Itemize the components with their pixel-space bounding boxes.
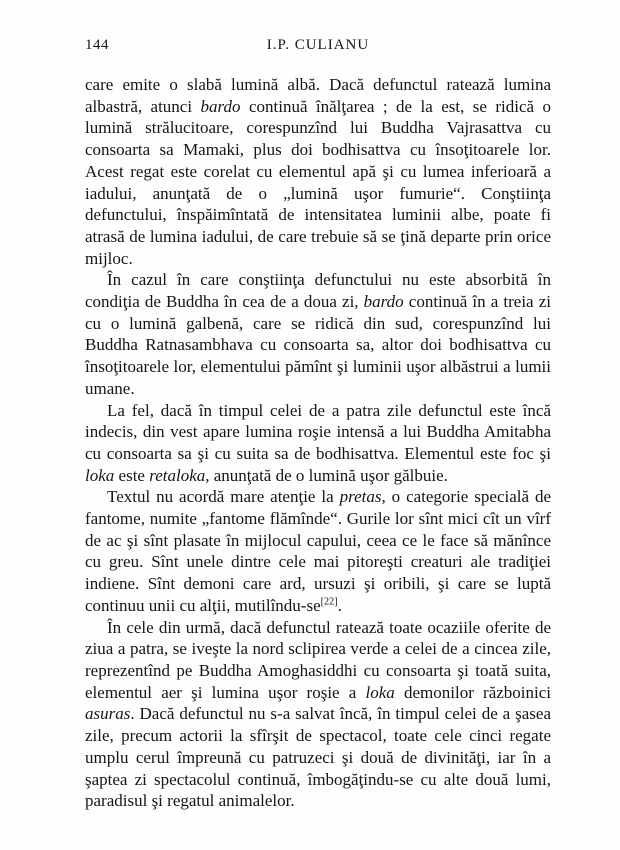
text-run: În cele din urmă, dacă defunctul ratează toate ocaziile oferite de ziua a patra, se iveşte la nord sclipirea verde a celei de a cincea zile, reprezentînd pe Buddha Amoghasiddhi cu consoarta şi toată suita, elementul aer şi lumina uşor roşie a	[85, 617, 551, 702]
page-number: 144	[85, 37, 109, 53]
paragraph	[85, 486, 551, 616]
text-run: .	[337, 595, 342, 615]
text-body	[85, 74, 551, 812]
text-run: , anunţată de o lumină uşor gălbuie.	[205, 465, 448, 485]
paragraph	[85, 269, 551, 399]
text-run: . Dacă defunctul nu s-a salvat încă, în timpul celei de a şasea zile, precum actorii la sfîrşit de spectacol, toate cele cinci regate umplu cerul împreună cu patruzeci şi două de divinităţi, iar în a şaptea zi spectacolul continuă, îmbogăţindu-se cu alte două lumi, paradisul şi regatul animalelor.	[85, 704, 551, 811]
italic-term: asuras	[85, 704, 131, 724]
running-head	[85, 37, 551, 54]
text-run: demonilor războinici	[394, 682, 552, 702]
text-run: continuă înălţarea ; de la est, se ridică o lumină strălucitoare, corespunzînd lui Buddha Vajrasattva cu consoarta sa Mamaki, plus doi bodhisattva cu însoţitoarele lor. Acest regat este corelat cu elementul apă şi cu lumea inferioară a iadului, anunţată de o „lumină uşor fumurie“. Conştiinţa defunctului, înspăimîntată de intensitatea luminii albe, poate fi atrasă de lumina iadului, de care trebuie să se ţină departe prin orice mijloc.	[85, 96, 551, 268]
paragraph	[85, 74, 551, 269]
paragraph	[85, 400, 551, 487]
text-run: continuă în a treia zi cu o lumină galbenă, care se ridică din sud, corespunzînd lui Buddha Ratnasambhava cu consoarta sa, altor doi bodhisattva cu însoţitoarele lor, elementului pămînt şi luminii uşor albăstrui a lumii umane.	[85, 292, 551, 398]
footnote-ref: [22]	[320, 596, 338, 608]
text-run: este	[114, 465, 150, 485]
text-run: Textul nu acordă mare atenţie la	[107, 487, 340, 507]
italic-term: pretas	[339, 487, 382, 507]
italic-term: loka	[85, 465, 115, 485]
text-run: , o categorie specială de fantome, numite „fantome flămînde“. Gurile lor sînt mici cît un vîrf de ac şi sînt plasate în mijlocul capului, ceea ce le face să mănînce cu greu. Sînt unele dintre cele mai pitoreşti creaturi ale tradiţiei indiene. Sînt demoni care ard, ursuzi şi oribili, şi care se luptă continuu unii cu alţii, mutilîndu-se	[85, 487, 551, 615]
italic-term: bardo	[363, 292, 404, 312]
italic-term: retaloka	[149, 465, 206, 485]
text-run: În cazul în care conştiinţa defunctului nu este absorbită în condiţia de Buddha în cea de a doua zi,	[85, 270, 551, 312]
italic-term: loka	[365, 682, 395, 702]
paragraph	[85, 617, 551, 812]
text-run: care emite o slabă lumină albă. Dacă defunctul ratează lumina albastră, atunci	[85, 75, 551, 116]
running-header-author: I.P. CULIANU	[266, 37, 370, 53]
text-run: La fel, dacă în timpul celei de a patra zile defunctul este încă indecis, din vest apare lumina roşie intensă a lui Buddha Amitabha cu consoarta sa şi cu suita sa de bodhisattva. Elementul este foc şi	[85, 400, 551, 463]
italic-term: bardo	[200, 96, 241, 116]
